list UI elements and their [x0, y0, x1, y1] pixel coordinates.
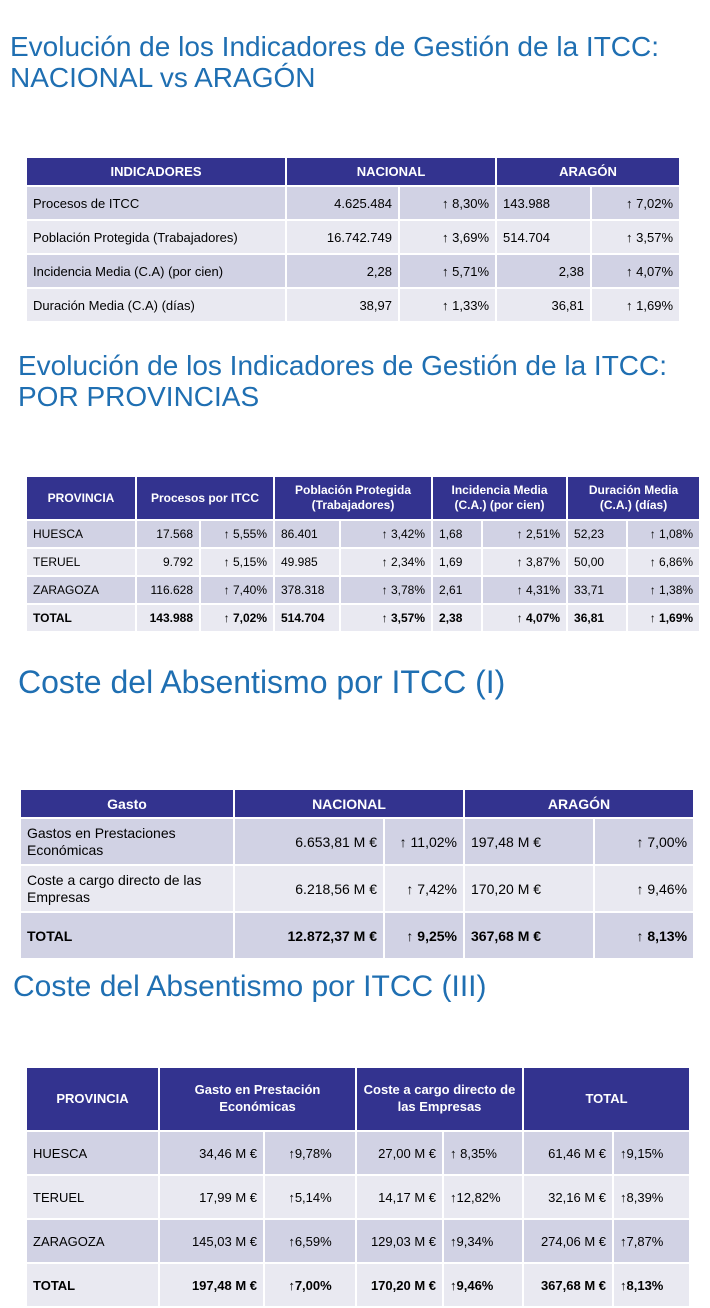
- procesos-pct: ↑ 5,15%: [200, 548, 274, 576]
- incidencia-value: 2,38: [432, 604, 482, 632]
- duracion-pct: ↑ 1,69%: [627, 604, 700, 632]
- nacional-pct: ↑ 1,33%: [399, 288, 496, 322]
- duracion-value: 50,00: [567, 548, 627, 576]
- total-pct: ↑8,13%: [613, 1263, 690, 1307]
- aragon-value: 170,20 M €: [464, 865, 594, 912]
- header-cell: Incidencia Media (C.A.) (por cien): [432, 476, 567, 520]
- table-row-total: [26, 1263, 690, 1307]
- poblacion-pct: ↑ 3,78%: [340, 576, 432, 604]
- gasto-table: [19, 788, 695, 960]
- header-cell: Coste a cargo directo de las Empresas: [356, 1067, 523, 1131]
- table-row: [26, 520, 700, 548]
- nacional-pct: ↑ 11,02%: [384, 818, 464, 865]
- poblacion-pct: ↑ 2,34%: [340, 548, 432, 576]
- table-row: [20, 865, 694, 912]
- header-cell: ARAGÓN: [496, 157, 680, 186]
- nacional-value: 6.653,81 M €: [234, 818, 384, 865]
- table-row-total: [20, 912, 694, 959]
- aragon-value: 2,38: [496, 254, 591, 288]
- section1-title-line1: Evolución de los Indicadores de Gestión de la ITCC:: [10, 31, 660, 62]
- poblacion-value: 378.318: [274, 576, 340, 604]
- gasto-value: 145,03 M €: [159, 1219, 264, 1263]
- procesos-value: 17.568: [136, 520, 200, 548]
- coste-value: 14,17 M €: [356, 1175, 443, 1219]
- coste-pct: ↑9,46%: [443, 1263, 523, 1307]
- provincia-name: ZARAGOZA: [26, 576, 136, 604]
- nacional-value: 6.218,56 M €: [234, 865, 384, 912]
- gasto-value: 17,99 M €: [159, 1175, 264, 1219]
- table-header: [26, 476, 700, 520]
- aragon-pct: ↑ 7,00%: [594, 818, 694, 865]
- gasto-pct: ↑6,59%: [264, 1219, 356, 1263]
- aragon-pct: ↑ 4,07%: [591, 254, 680, 288]
- header-cell: Procesos por ITCC: [136, 476, 274, 520]
- table-row: [26, 186, 680, 220]
- incidencia-pct: ↑ 3,87%: [482, 548, 567, 576]
- aragon-value: 143.988: [496, 186, 591, 220]
- coste-value: 170,20 M €: [356, 1263, 443, 1307]
- provincia-name: HUESCA: [26, 1131, 159, 1175]
- duracion-pct: ↑ 1,38%: [627, 576, 700, 604]
- header-cell: TOTAL: [523, 1067, 690, 1131]
- nacional-value: 12.872,37 M €: [234, 912, 384, 959]
- gasto-pct: ↑9,78%: [264, 1131, 356, 1175]
- nacional-pct: ↑ 8,30%: [399, 186, 496, 220]
- coste-pct: ↑12,82%: [443, 1175, 523, 1219]
- provincia-name: ZARAGOZA: [26, 1219, 159, 1263]
- total-pct: ↑7,87%: [613, 1219, 690, 1263]
- gasto-value: 34,46 M €: [159, 1131, 264, 1175]
- section4-title: Coste del Absentismo por ITCC (III): [13, 970, 487, 1003]
- aragon-value: 514.704: [496, 220, 591, 254]
- aragon-pct: ↑ 3,57%: [591, 220, 680, 254]
- provincia-name: TERUEL: [26, 1175, 159, 1219]
- total-value: 61,46 M €: [523, 1131, 613, 1175]
- section2-title-line2: POR PROVINCIAS: [18, 381, 260, 413]
- header-cell: Población Protegida (Trabajadores): [274, 476, 432, 520]
- poblacion-pct: ↑ 3,42%: [340, 520, 432, 548]
- total-pct: ↑9,15%: [613, 1131, 690, 1175]
- section2-title: [18, 350, 667, 413]
- incidencia-pct: ↑ 4,31%: [482, 576, 567, 604]
- row-label: Duración Media (C.A) (días): [26, 288, 286, 322]
- table-row: [26, 576, 700, 604]
- row-label: Coste a cargo directo de las Empresas: [20, 865, 234, 912]
- total-pct: ↑8,39%: [613, 1175, 690, 1219]
- nacional-value: 38,97: [286, 288, 399, 322]
- nacional-pct: ↑ 7,42%: [384, 865, 464, 912]
- provincia-name: TERUEL: [26, 548, 136, 576]
- table-row: [26, 1175, 690, 1219]
- table-row: [20, 818, 694, 865]
- poblacion-value: 514.704: [274, 604, 340, 632]
- row-label: Gastos en Prestaciones Económicas: [20, 818, 234, 865]
- duracion-value: 33,71: [567, 576, 627, 604]
- procesos-value: 143.988: [136, 604, 200, 632]
- section2-title-line1: Evolución de los Indicadores de Gestión de la ITCC:: [18, 350, 668, 381]
- procesos-value: 9.792: [136, 548, 200, 576]
- aragon-value: 367,68 M €: [464, 912, 594, 959]
- poblacion-pct: ↑ 3,57%: [340, 604, 432, 632]
- incidencia-pct: ↑ 4,07%: [482, 604, 567, 632]
- indicadores-table: [25, 156, 681, 323]
- poblacion-value: 86.401: [274, 520, 340, 548]
- coste-value: 27,00 M €: [356, 1131, 443, 1175]
- coste-pct: ↑9,34%: [443, 1219, 523, 1263]
- aragon-pct: ↑ 8,13%: [594, 912, 694, 959]
- header-cell: Duración Media (C.A.) (días): [567, 476, 700, 520]
- header-cell: NACIONAL: [234, 789, 464, 818]
- provincia-name: TOTAL: [26, 604, 136, 632]
- gasto-pct: ↑5,14%: [264, 1175, 356, 1219]
- coste-pct: ↑ 8,35%: [443, 1131, 523, 1175]
- duracion-value: 36,81: [567, 604, 627, 632]
- aragon-value: 197,48 M €: [464, 818, 594, 865]
- duracion-pct: ↑ 6,86%: [627, 548, 700, 576]
- incidencia-pct: ↑ 2,51%: [482, 520, 567, 548]
- row-label: Incidencia Media (C.A) (por cien): [26, 254, 286, 288]
- provincia-name: HUESCA: [26, 520, 136, 548]
- header-cell: NACIONAL: [286, 157, 496, 186]
- procesos-pct: ↑ 5,55%: [200, 520, 274, 548]
- gasto-pct: ↑7,00%: [264, 1263, 356, 1307]
- table-row: [26, 220, 680, 254]
- header-cell: Gasto: [20, 789, 234, 818]
- aragon-pct: ↑ 1,69%: [591, 288, 680, 322]
- aragon-pct: ↑ 7,02%: [591, 186, 680, 220]
- aragon-pct: ↑ 9,46%: [594, 865, 694, 912]
- nacional-value: 4.625.484: [286, 186, 399, 220]
- table-header: [20, 789, 694, 818]
- poblacion-value: 49.985: [274, 548, 340, 576]
- row-label: Procesos de ITCC: [26, 186, 286, 220]
- incidencia-value: 2,61: [432, 576, 482, 604]
- provincia-name: TOTAL: [26, 1263, 159, 1307]
- nacional-pct: ↑ 5,71%: [399, 254, 496, 288]
- header-cell: PROVINCIA: [26, 1067, 159, 1131]
- section3-title: Coste del Absentismo por ITCC (I): [18, 664, 506, 700]
- duracion-value: 52,23: [567, 520, 627, 548]
- nacional-value: 2,28: [286, 254, 399, 288]
- table-row: [26, 548, 700, 576]
- header-cell: ARAGÓN: [464, 789, 694, 818]
- table-row-total: [26, 604, 700, 632]
- row-label: Población Protegida (Trabajadores): [26, 220, 286, 254]
- table-header: [26, 1067, 690, 1131]
- gasto-value: 197,48 M €: [159, 1263, 264, 1307]
- nacional-value: 16.742.749: [286, 220, 399, 254]
- nacional-pct: ↑ 3,69%: [399, 220, 496, 254]
- header-cell: INDICADORES: [26, 157, 286, 186]
- header-cell: Gasto en Prestación Económicas: [159, 1067, 356, 1131]
- table-row: [26, 254, 680, 288]
- section1-title-line2: NACIONAL vs ARAGÓN: [10, 62, 316, 94]
- table-row: [26, 1131, 690, 1175]
- procesos-value: 116.628: [136, 576, 200, 604]
- procesos-pct: ↑ 7,40%: [200, 576, 274, 604]
- incidencia-value: 1,68: [432, 520, 482, 548]
- header-cell: PROVINCIA: [26, 476, 136, 520]
- total-value: 32,16 M €: [523, 1175, 613, 1219]
- incidencia-value: 1,69: [432, 548, 482, 576]
- table-row: [26, 288, 680, 322]
- aragon-value: 36,81: [496, 288, 591, 322]
- provincias-table: [25, 475, 701, 633]
- coste-value: 129,03 M €: [356, 1219, 443, 1263]
- table-row: [26, 1219, 690, 1263]
- section1-title: [10, 31, 659, 94]
- total-value: 274,06 M €: [523, 1219, 613, 1263]
- nacional-pct: ↑ 9,25%: [384, 912, 464, 959]
- table-header: [26, 157, 680, 186]
- coste-provincias-table: [25, 1066, 691, 1308]
- procesos-pct: ↑ 7,02%: [200, 604, 274, 632]
- row-label: TOTAL: [20, 912, 234, 959]
- duracion-pct: ↑ 1,08%: [627, 520, 700, 548]
- total-value: 367,68 M €: [523, 1263, 613, 1307]
